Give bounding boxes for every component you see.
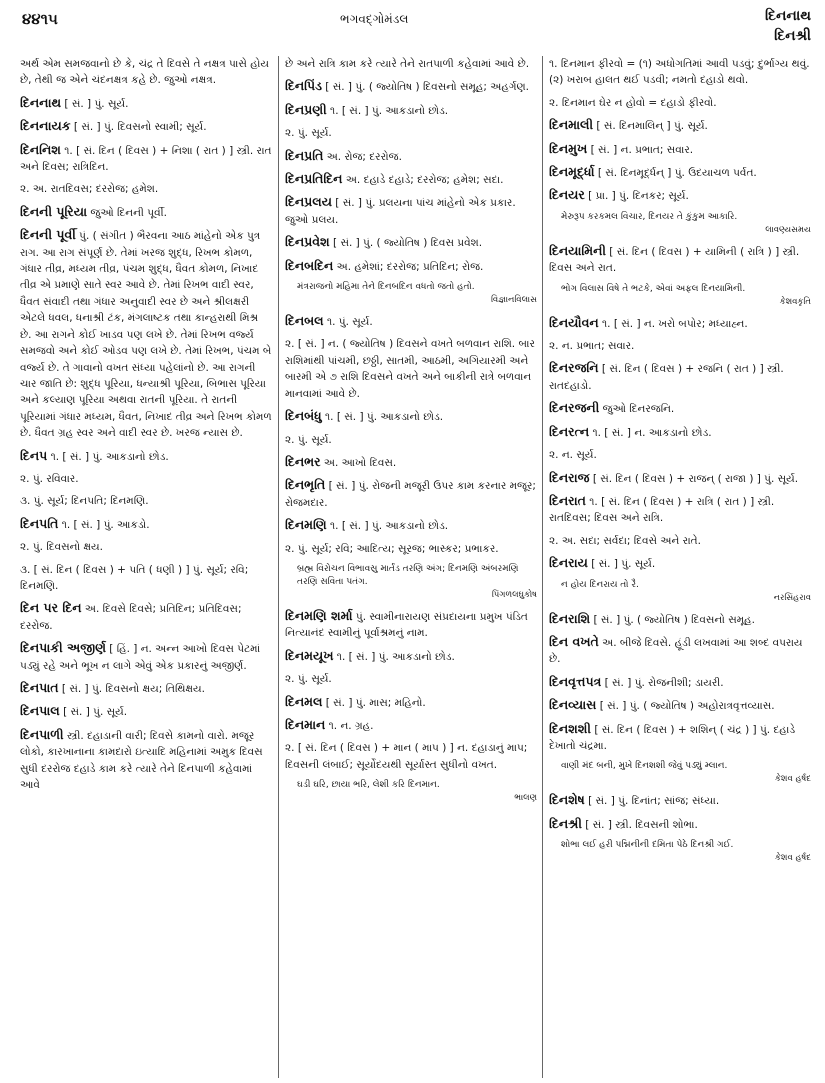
quotation-source: વિજ્ઞાનવિલાસ [490, 295, 537, 306]
dictionary-entry [285, 78, 537, 95]
entry-continuation [285, 541, 537, 557]
dictionary-entry [549, 243, 811, 277]
quotation-source: કેશવ હર્ષદ [774, 774, 811, 785]
definition-text: ૨. ન. પ્રભાત; સવાર. [549, 340, 635, 353]
dictionary-entry [285, 258, 537, 275]
quotation-source: કેશવકૃતિ [779, 296, 811, 307]
definition-text: ૧. [ સં. ] ન. ખરો બપોર; મધ્યાહ્ન. [598, 317, 748, 330]
headword: દિનની પૂરિયા [20, 203, 88, 219]
quotation-text: ઘડી ઘરિ, છાયા ભરિ, લેશી કરિ દિનમાન. [297, 780, 440, 791]
dictionary-entry [20, 204, 272, 221]
headword: દિનપતિ [20, 515, 59, 531]
quotation-text: ભોગ વિલાસ વિષે તે ભટકે, એવાં અફલ દિનયામિની. [561, 283, 746, 294]
definition-text: [ સં. ] પું. પ્રલયના પાંચ માંહેનો એક પ્રકાર. જુઓ પ્રલય. [285, 197, 516, 226]
headword: દિન પર દિન [20, 600, 82, 616]
headword: દિનયૌવન [549, 314, 599, 330]
dictionary-entry [549, 400, 811, 417]
dictionary-entry [285, 148, 537, 165]
definition-text: [ સં. દિનમૂર્દ્ધન્ ] પું. ઉદયાચળ પર્વત. [594, 167, 757, 180]
dictionary-entry [549, 721, 811, 755]
headword: દિનભૃતિ [285, 477, 326, 493]
definition-text: ૨. પું. દિવસનો ક્ષય. [20, 541, 103, 554]
definition-text: છે અને રાત્રિ કામ કરે ત્યારે તેને રાતપાળી કહેવામાં આવે છે. [285, 58, 530, 70]
definition-text: [ સં. ] પું. દિવસનો ક્ષય; તિથિક્ષય. [58, 683, 205, 695]
quotation-source: નરસિંહરાવ [773, 592, 811, 603]
headword: દિનરાજ [549, 469, 590, 485]
quotation-source: કેશવ હર્ષદ [774, 853, 811, 864]
quotation [549, 760, 811, 786]
dictionary-entry [285, 477, 537, 511]
headword: દિનપ્રણી [285, 101, 327, 117]
dictionary-entry [549, 697, 811, 714]
quotation-source: લાવણ્યસમય [765, 224, 811, 235]
definition-text: ૨. પું. રવિવાર. [20, 472, 79, 485]
definition-text: ૨. પું. સૂર્ય; રવિ; આદિત્ય; સૂરજ; ભાસ્કર; પ્રભાકર. [285, 542, 499, 555]
dictionary-entry [20, 640, 272, 674]
column-1 [20, 56, 272, 1078]
definition-text: [ સં. ] પું. ( જ્યોતિષ ) દિવસનો સમૂહ. [590, 613, 755, 626]
headword: દિનરજની [549, 400, 600, 416]
column-divider [278, 56, 279, 1078]
headword: દિનનાયક [20, 118, 71, 134]
definition-text: [ સં. ] પું. સૂર્ય. [61, 97, 129, 110]
headword: દિનરત્ન [549, 423, 590, 439]
headword: દિનનિશ [20, 141, 61, 157]
entry-continuation [285, 56, 537, 72]
headword: દિનપ્રતિદિન [285, 171, 343, 187]
definition-text: અ. આખો દિવસ. [320, 456, 397, 469]
quotation-text: બ્રહ્મ વિરોચન વિભાવસુ માર્તંડ તરણિ અંગ; દિનમણિ અંબરમણિ તરણિ સવિતા પતંગ. [297, 563, 519, 587]
headword: દિનરજનિ [549, 360, 599, 376]
dictionary-entry [285, 102, 537, 119]
definition-text: ૧. [ સં. ] પું. આકડાનો છોડ. [47, 450, 169, 463]
headword: દિનવ્યાસ [549, 697, 597, 713]
headword: દિનશશી [549, 720, 591, 736]
definition-text: ૧. [ સં. ] પું. આકડાનો છોડ. [326, 104, 449, 117]
headword: દિનમયૂખ [285, 647, 334, 663]
quotation-source: ભાલણ [514, 793, 537, 804]
headword: દિનયામિની [549, 242, 606, 258]
definition-text: ૨. [ સં. ] ન. ( જ્યોતિષ ) દિવસને વખતે બળવાન રાશિ. બાર રાશિમાંથી પાંચમી, છઠ્ઠી, સાતમી, આઠમી, અગિયારમી અને બારમી એ ૭ રાશિ દિવસને વખતે અને બાકીની રાત્રે બળવાન માનવામાં આવે છે. [285, 338, 535, 400]
headword: દિનપાકી અજીર્ણ [20, 640, 106, 656]
dictionary-entry [20, 516, 272, 533]
dictionary-entry [285, 648, 537, 665]
definition-text: [ સં. ] ન. પ્રભાત; સવાર. [587, 143, 694, 156]
definition-text: ૧. [ સં. ] ન. આકડાનો છોડ. [589, 426, 712, 439]
headword: દિનશેષ [549, 792, 585, 808]
definition-text: ૧. [ સં. ] પું. આકડાનો છોડ. [333, 650, 455, 663]
headword: દિનમણિ શર્મા [285, 607, 353, 623]
dictionary-entry [285, 517, 537, 534]
definition-text: [ સં. ] પું. સૂર્ય. [587, 558, 656, 571]
definition-text: ૧. [ સં. ] પું. આકડાનો છોડ. [321, 411, 444, 424]
entry-continuation [549, 56, 811, 89]
definition-text: [ સં. ] પું. સૂર્ય. [59, 706, 128, 719]
definition-text: ૨. અ. રાતદિવસ; દરરોજ; હમેશ. [20, 183, 159, 196]
dictionary-entry [285, 171, 537, 188]
dictionary-entry [20, 142, 272, 176]
definition-text: [ સં. ] પું. રોજનીશી; ડાયરી. [601, 676, 724, 689]
headword: દિનમાલી [549, 117, 594, 133]
definition-text: [ સં. ] પું. માસ; મહિનો. [322, 696, 426, 709]
headword: દિનમલ [285, 693, 323, 709]
entry-continuation [20, 539, 272, 555]
entry-continuation [285, 432, 537, 448]
definition-text: ૧. દિનમાન ફીરવો = (૧) અધોગતિમાં આવી પડવું; દુર્ભાગ્ય થવું. (૨) ખરાબ હાલત થઈ પડવી; નમતો દહાડો થવો. [549, 58, 810, 87]
headword: દિનમુખ [549, 140, 588, 156]
entry-continuation [285, 740, 537, 773]
headword: દિનપ્રવેશ [285, 234, 330, 250]
headword: દિન વખતે [549, 633, 599, 649]
headword: દિનબંધુ [285, 408, 322, 424]
dictionary-entry [285, 313, 537, 330]
dictionary-entry [549, 674, 811, 691]
book-title: ભગવદ્ગોમંડલ [340, 12, 409, 26]
definition-text: અ. હમેશાં; દરરોજ; પ્રતિદિન; રોજ. [333, 260, 484, 273]
dictionary-entry [549, 117, 811, 134]
headword: દિનમાન [285, 716, 326, 732]
definition-text: પું. ( સંગીત ) ભૈરવના આઠ માંહેનો એક પુત્ર રાગ. આ રાગ સંપૂર્ણ છે. તેમાં ખરજ શુદ્ધ, રિખભ કોમળ, ગંધાર તીવ્ર, મધ્યમ તીવ્ર, પંચમ શુદ્ધ, ધૈવત કોમળ, નિખાદ તીવ્ર એ પ્રમાણે સાતે સ્વર આવે છે. તેમાં રિખભ વાદી સ્વર, ધૈવત સંવાદી તથા ગંધાર અનુવાદી સ્વર છે અને શ્રીલક્ષરી એટલે ધવલ, ધનાશ્રી ટંક, મંગલાષ્ટક તથા કાન્હરાથી મિશ્ર છે. આ રાગને કોઈ ખાડવ પણ લખે છે. તેમાં રિખભ વર્જ્ય સમજવો અને કોઈ ઓડવ પણ લખે છે. તેમાં રિખભ, પંચમ બે વર્જ્ય છે. તે ગાવાનો વખત સંધ્યા પહેલાંનો છે. આ રાગની ચાર જાતિ છે: શુદ્ધ પૂરિયા, ધન્યાશ્રી પૂરિયા, બિભાસ પૂરિયા અને કલ્યાણ પૂરિયા અથવા રાતની પૂરિયા. તે રાતની પૂરિયામાં ગંધાર મધ્યમ, ધૈવત, નિખાદ તીવ્ર અને રિખભ કોમળ છે. ધૈવત ગ્રહ સ્વર અને વાદી સ્વર છે. ખરજ ન્યાસ છે. [20, 230, 272, 440]
dictionary-entry [20, 703, 272, 720]
definition-text: ૧. પું. સૂર્ય. [323, 316, 373, 329]
quotation [285, 563, 537, 602]
quotation [285, 281, 537, 307]
definition-text: [ સં. ] પું. દિનાંત; સાંજ; સંધ્યા. [584, 795, 720, 808]
entry-continuation [549, 447, 811, 463]
quotation-source: પિંગળલઘુકોષ [491, 589, 537, 600]
headword: દિનપ્રલય [285, 194, 332, 210]
dictionary-entry [285, 194, 537, 228]
quotation-text: વાણી મંદ બની, મુખે દિનશશી જેવું પડ્યું મ્લાન. [561, 761, 728, 772]
entry-continuation [20, 181, 272, 197]
definition-text: ૧. [ સં. ] પું. આકડો. [58, 518, 150, 531]
headword: દિનપાત [20, 680, 59, 695]
headword: દિનરાય [549, 555, 588, 571]
entry-continuation [549, 338, 811, 354]
definition-text: ૧. [ સં. દિન ( દિવસ ) + નિશા ( રાત ) ] સ્ત્રી. રાત અને દિવસ; રાત્રિદિન. [20, 144, 272, 174]
dictionary-entry [20, 118, 272, 135]
headword: દિનબલ [285, 313, 324, 329]
dictionary-entry [549, 187, 811, 204]
dictionary-entry [549, 816, 811, 833]
guide-word-bottom: દિનશ્રી [774, 28, 811, 44]
definition-text: [ સં. દિનમાલિન્ ] પું. સૂર્ય. [593, 120, 708, 133]
dictionary-entry [20, 727, 272, 794]
headword: દિનપાલ [20, 703, 60, 719]
entry-continuation [285, 336, 537, 402]
entry-continuation [20, 471, 272, 487]
entry-continuation [549, 95, 811, 111]
dictionary-entry [285, 694, 537, 711]
definition-text: [ સં. ] સ્ત્રી. દિવસની શોભા. [581, 818, 698, 831]
dictionary-entry [549, 360, 811, 394]
headword: દિનની પૂર્વી [20, 227, 76, 243]
definition-text: [ પ્રા. ] પું. દિનકર; સૂર્ય. [584, 190, 689, 203]
definition-text: અ. રોજ; દરરોજ. [323, 150, 402, 163]
definition-text: ૨. [ સં. દિન ( દિવસ ) + માન ( માપ ) ] ન. દહાડાનું માપ; દિવસની લંબાઈ; સૂર્યોદયથી સૂર્યાસ્ત સુધીનો વખત. [285, 742, 528, 771]
dictionary-entry [549, 164, 811, 181]
definition-text: ૨. અ. સદા; સર્વદા; દિવસે અને રાતે. [549, 534, 701, 547]
definition-text: ૧. [ સં. ] પું. આકડાનો છોડ. [326, 520, 449, 533]
quotation [549, 211, 811, 237]
entry-continuation [285, 125, 537, 141]
definition-text: ૧. [ સં. દિન ( દિવસ ) + રાત્રિ ( રાત ) ] સ્ત્રી. રાતદિવસ; દિવસ અને રાત્રિ. [549, 495, 775, 525]
entry-continuation [549, 533, 811, 549]
quotation [549, 839, 811, 865]
definition-text: [ હિં. ] ન. અન્ન આખો દિવસ પેટમાં પડ્યું રહે અને ભૂખ ન લાગે એવું એક પ્રકારનું અજીર્ણ. [20, 643, 261, 672]
definition-text: [ સં. ] પું. રોજની મજૂરી ઉપર કામ કરનાર મજૂર; રોજમદાર. [285, 480, 536, 509]
headword: દિનરાશિ [549, 610, 591, 626]
page-number: ૪૪૧૫ [22, 10, 58, 28]
definition-text: અ. દિવસે દિવસે; પ્રતિદિન; પ્રતિદિવસ; દરરોજ. [20, 603, 242, 632]
definition-text: [ સં. ] પું. ( જ્યોતિષ ) દિવસનો સમૂહ; અહર્ગણ. [321, 81, 529, 94]
headword: દિનપ [20, 447, 48, 463]
column-divider [542, 56, 543, 1078]
definition-text: અર્થ એમ સમજવાનો છે કે, ચંદ્ર તે દિવસે તે નક્ષત્ર પાસે હોય છે, તેથી જ એને ચંદનક્ષત્ર કહે છે. જુઓ નક્ષત્ર. [20, 58, 269, 87]
quotation-text: મેરુરૂપ કરકમલ વિચાર, દિનયર તે કુંકુમ આકારિ. [561, 211, 738, 222]
dictionary-entry [285, 454, 537, 471]
guide-word-top: દિનનાથ [764, 8, 811, 24]
dictionary-entry [285, 408, 537, 425]
headword: દિનરાત [549, 492, 586, 508]
definition-text: ૧. ન. ગ્રહ. [325, 719, 374, 732]
dictionary-entry [20, 448, 272, 465]
dictionary-entry [285, 234, 537, 251]
quotation-text: ન હોય દિનરાય તો રૈ. [561, 579, 639, 590]
quotation [549, 579, 811, 605]
headword: દિનશ્રી [549, 815, 582, 831]
dictionary-entry [549, 555, 811, 572]
headword: દિનબદિન [285, 257, 334, 273]
dictionary-entry [549, 634, 811, 668]
dictionary-entry [549, 315, 811, 332]
definition-text: ૨. ન. સૂર્ય. [549, 449, 597, 462]
definition-text: પું. સ્વામીનારાયણ સંપ્રદાયના પ્રમુખ પંડિત નિત્યાનંદ સ્વામીનું પૂર્વાશ્રમનું નામ. [285, 610, 528, 640]
dictionary-entry [20, 600, 272, 634]
entry-continuation [285, 671, 537, 687]
definition-text: અ. બીજે દિવસે. હૂંડી લખવામાં આ શબ્દ વપરાય છે. [549, 636, 803, 666]
dictionary-entry [285, 717, 537, 734]
definition-text: જુઓ દિનરજનિ. [599, 403, 675, 416]
headword: દિનપાળી [20, 726, 64, 742]
dictionary-entry [549, 141, 811, 158]
dictionary-entry [549, 611, 811, 628]
column-3 [549, 56, 811, 1078]
headword: દિનમણિ [285, 517, 327, 533]
definition-text: [ સં. ] પું. દિવસનો સ્વામી; સૂર્ય. [70, 121, 207, 134]
column-2 [285, 56, 537, 1078]
definition-text: [ સં. દિન ( દિવસ ) + રાજન્ ( રાજા ) ] પું. સૂર્ય. [589, 472, 799, 485]
headword: દિનપ્રતિ [285, 147, 324, 163]
definition-text: જુઓ દિનની પૂર્વી. [87, 206, 167, 219]
headword: દિનનાથ [20, 94, 62, 110]
definition-text: [ સં. દિન ( દિવસ ) + રજનિ ( રાત ) ] સ્ત્રી. રાતદહાડો. [549, 363, 784, 392]
headword: દિનવૃત્તપત્ર [549, 673, 602, 689]
definition-text: અ. દહાડે દહાડે; દરરોજ; હમેશ; સદા. [342, 174, 504, 187]
definition-text: [ સં. દિન ( દિવસ ) + શશિન્ ( ચંદ્ર ) ] પું. દહાડે દેખાતો ચંદ્રમા. [549, 723, 796, 752]
definition-text: ૩. પું. સૂર્ય; દિનપતિ; દિનમણિ. [20, 495, 149, 508]
definition-text: [ સં. ] પું. ( જ્યોતિષ ) દિવસ પ્રવેશ. [329, 237, 483, 250]
definition-text: ૨. દિનમાન ઘેર ન હોવો = દહાડો ફીરવો. [549, 96, 717, 109]
quotation [285, 779, 537, 805]
definition-text: ૨. પું. સૂર્ય. [285, 433, 332, 446]
dictionary-entry [20, 227, 272, 441]
definition-text: સ્ત્રી. દહાડાની વારી; દિવસે કામનો વારો. મજૂર લોકો, કારખાનાના કામદારો ઇત્યાદિ મહિનામાં અમુક દિવસ સુધી દરરોજ દહાડે કામ કરે ત્યારે તેને દિનપાળી કહેવામાં આવે [20, 729, 263, 792]
guide-words [765, 6, 811, 46]
quotation [549, 283, 811, 309]
dictionary-entry [549, 493, 811, 527]
entry-continuation [20, 56, 272, 89]
quotation-text: શોભા લઈ હરી પદ્મિનીની દમિતા પેઠે દિનશ્રી ગઈ. [561, 840, 734, 851]
headword: દિનપિંડ [285, 78, 322, 94]
dictionary-entry [20, 680, 272, 697]
definition-text: [ સં. દિન ( દિવસ ) + યામિની ( રાત્રિ ) ] સ્ત્રી. દિવસ અને રાત. [549, 245, 800, 275]
definition-text: ૩. [ સં. દિન ( દિવસ ) + પતિ ( ધણી ) ] પું. સૂર્ય; રવિ; દિનમણિ. [20, 563, 249, 592]
dictionary-entry [549, 470, 811, 487]
definition-text: ૨. પું. સૂર્ય. [285, 673, 332, 686]
definition-text: [ સં. ] પું. ( જ્યોતિષ ) અહોરાત્રવૃત્તવ્યાસ. [596, 700, 775, 713]
dictionary-entry [20, 95, 272, 112]
headword: દિનયર [549, 187, 585, 203]
dictionary-entry [549, 792, 811, 809]
dictionary-entry [549, 424, 811, 441]
entry-continuation [20, 562, 272, 595]
definition-text: ૨. પું. સૂર્ય. [285, 127, 332, 140]
dictionary-entry [285, 608, 537, 642]
quotation-text: મંત્રરાજનો મહિમા તેને દિનબદિન વધતો જતો હતો. [297, 282, 475, 293]
headword: દિનભર [285, 453, 321, 469]
entry-continuation [20, 493, 272, 509]
headword: દિનમૂર્દ્ધા [549, 164, 595, 180]
